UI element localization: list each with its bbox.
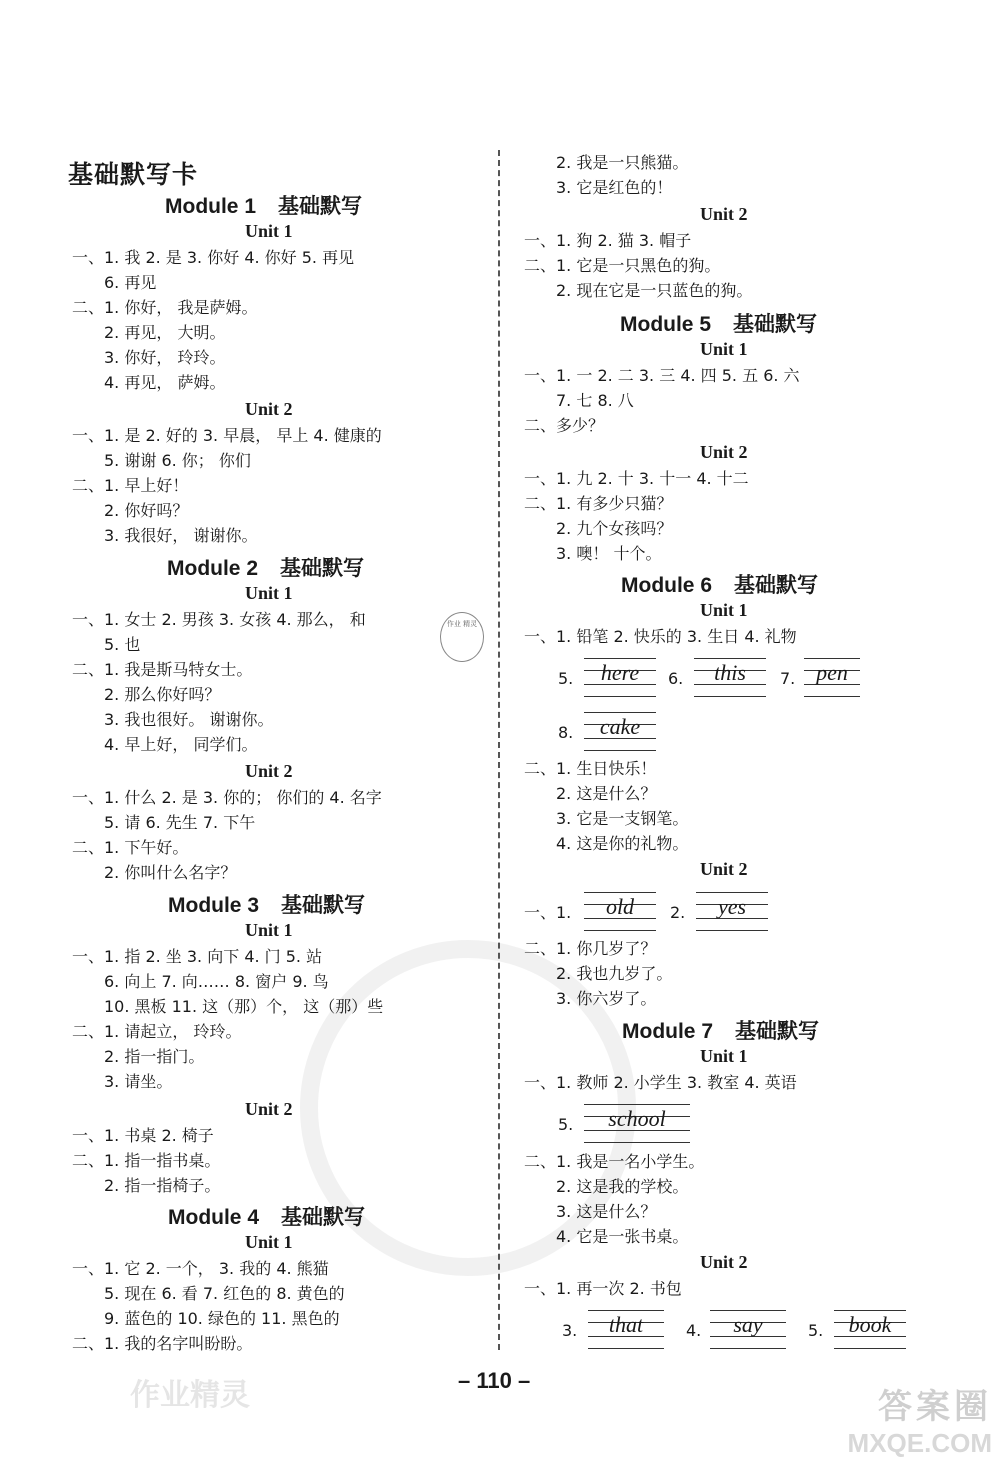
- answer-line: 7. 七 8. 八: [556, 391, 634, 410]
- answer-line: 2. 现在它是一只蓝色的狗。: [556, 281, 753, 300]
- handwritten-answer: school: [608, 1106, 666, 1131]
- item-number: 7.: [780, 669, 796, 688]
- handwritten-answer: pen: [816, 660, 848, 685]
- answer-line: 一、1. 狗 2. 猫 3. 帽子: [524, 231, 692, 250]
- handwriting-box: [584, 710, 656, 748]
- unit-label: Unit 1: [245, 920, 293, 940]
- item-number: 6.: [668, 669, 684, 688]
- answer-line: 5. 谢谢 6. 你； 你们: [104, 451, 251, 470]
- answer-line: 2. 再见， 大明。: [104, 323, 226, 342]
- module-title: Module 3: [168, 894, 260, 917]
- handwriting-box: [804, 656, 860, 694]
- answer-line: 一、1. 什么 2. 是 3. 你的； 你们的 4. 名字: [72, 788, 382, 807]
- answer-line: 6. 再见: [104, 273, 157, 292]
- answer-line: 二、1. 生日快乐！: [524, 759, 657, 778]
- handwriting-box: [710, 1308, 786, 1346]
- answer-line: 10. 黑板 11. 这（那）个， 这（那）些: [104, 997, 384, 1016]
- answer-line: 2. 这是什么？: [556, 784, 657, 803]
- answer-line: 二、1. 我是一名小学生。: [524, 1152, 705, 1171]
- module-subtitle: 基础默写: [281, 1205, 366, 1229]
- module-title: Module 4: [168, 1206, 260, 1229]
- handwriting-box: [588, 1308, 664, 1346]
- answer-line: 一、1. 一 2. 二 3. 三 4. 四 5. 五 6. 六: [524, 366, 800, 385]
- answer-line: 3. 它是红色的！: [556, 178, 673, 197]
- unit-label: Unit 2: [245, 1099, 293, 1119]
- page-title: 基础默写卡: [68, 160, 199, 189]
- answer-line: 2. 九个女孩吗？: [556, 519, 673, 538]
- module-2-heading: [167, 552, 364, 582]
- answer-line: 二、1. 下午好。: [72, 838, 189, 857]
- answer-line: 二、1. 你好， 我是萨姆。: [72, 298, 258, 317]
- answer-line: 二、1. 早上好！: [72, 476, 189, 495]
- answer-line: 一、1. 再一次 2. 书包: [524, 1279, 682, 1298]
- handwritten-answer: cake: [599, 714, 641, 739]
- answer-line: 二、1. 它是一只黑色的狗。: [524, 256, 721, 275]
- answer-line: 4. 早上好， 同学们。: [104, 735, 258, 754]
- handwritten-answer: old: [605, 894, 635, 919]
- module-5-heading: [620, 308, 817, 338]
- answer-line: 3. 这是什么？: [556, 1202, 657, 1221]
- answer-line: 3. 我很好， 谢谢你。: [104, 526, 258, 545]
- unit-label: Unit 2: [245, 399, 293, 419]
- item-number: 4.: [686, 1321, 702, 1340]
- answer-line: 5. 请 6. 先生 7. 下午: [104, 813, 256, 832]
- logo-url: MXQE.COM: [847, 1428, 992, 1458]
- answer-line: 3. 它是一支钢笔。: [556, 809, 689, 828]
- handwritten-answer: say: [733, 1312, 763, 1337]
- answer-line: 2. 你叫什么名字？: [104, 863, 237, 882]
- watermark-text: 作业精灵: [130, 1378, 250, 1413]
- unit-label: Unit 2: [700, 1252, 748, 1272]
- item-number: 8.: [558, 723, 574, 742]
- module-6-heading: [621, 569, 818, 599]
- column-divider: [498, 150, 500, 1350]
- module-4-heading: [168, 1201, 365, 1231]
- unit-label: Unit 2: [700, 859, 748, 879]
- handwriting-box: [696, 890, 768, 928]
- unit-label: Unit 1: [700, 600, 748, 620]
- answer-line: 二、1. 有多少只猫？: [524, 494, 673, 513]
- module-title: Module 5: [620, 313, 712, 336]
- unit-label: Unit 1: [700, 1046, 748, 1066]
- answer-line: 2. 指一指椅子。: [104, 1176, 221, 1195]
- module-title: Module 7: [622, 1020, 714, 1043]
- answer-line: 二、1. 请起立， 玲玲。: [72, 1022, 242, 1041]
- answer-line: 3. 我也很好。 谢谢你。: [104, 710, 274, 729]
- answer-line: 一、1. 教师 2. 小学生 3. 教室 4. 英语: [524, 1073, 797, 1092]
- unit-label: Unit 2: [245, 761, 293, 781]
- module-subtitle: 基础默写: [734, 573, 819, 597]
- module-subtitle: 基础默写: [280, 556, 365, 580]
- unit-label: Unit 1: [700, 339, 748, 359]
- answer-line: 4. 它是一张书桌。: [556, 1227, 689, 1246]
- unit-label: Unit 2: [700, 442, 748, 462]
- answer-line: 2. 我是一只熊猫。: [556, 153, 689, 172]
- handwritten-answer: that: [608, 1312, 644, 1337]
- answer-line: 9. 蓝色的 10. 绿色的 11. 黑色的: [104, 1309, 340, 1328]
- answer-line: 二、多少？: [524, 416, 605, 435]
- handwritten-answer: yes: [717, 894, 747, 919]
- module-1-heading: [165, 190, 362, 220]
- module-7-heading: [622, 1015, 819, 1045]
- answer-line: 二、1. 指一指书桌。: [72, 1151, 221, 1170]
- module-title: Module 6: [621, 574, 713, 597]
- module-3-heading: [168, 889, 365, 919]
- item-number: 3.: [562, 1321, 578, 1340]
- page-number: – 110 –: [458, 1368, 531, 1393]
- item-number: 5.: [558, 1115, 574, 1134]
- answer-line: 二、1. 你几岁了？: [524, 939, 657, 958]
- stamp: 作业 精灵: [440, 612, 484, 662]
- item-number: 5.: [808, 1321, 824, 1340]
- module-subtitle: 基础默写: [733, 312, 818, 336]
- handwriting-box: [694, 656, 766, 694]
- unit-label: Unit 2: [700, 204, 748, 224]
- module-subtitle: 基础默写: [281, 893, 366, 917]
- logo-text: 答案圈: [878, 1387, 992, 1427]
- answer-line: 二、1. 我是斯马特女士。: [72, 660, 253, 679]
- answer-line: 3. 你六岁了。: [556, 989, 657, 1008]
- answer-line: 3. 请坐。: [104, 1072, 173, 1091]
- module-title: Module 1: [165, 195, 257, 218]
- answer-line: 一、1. 我 2. 是 3. 你好 4. 你好 5. 再见: [72, 248, 355, 267]
- answer-line: 6. 向上 7. 向…… 8. 窗户 9. 鸟: [104, 972, 329, 991]
- handwriting-box: [584, 890, 656, 928]
- answer-line: 一、1. 是 2. 好的 3. 早晨， 早上 4. 健康的: [72, 426, 382, 445]
- item-number: 2.: [670, 903, 686, 922]
- answer-line: 一、1. 女士 2. 男孩 3. 女孩 4. 那么， 和: [72, 610, 366, 629]
- answer-line: 二、1. 我的名字叫盼盼。: [72, 1334, 253, 1353]
- answer-line: 一、1. 书桌 2. 椅子: [72, 1126, 214, 1145]
- answer-line: 4. 再见， 萨姆。: [104, 373, 226, 392]
- answer-line: 5. 现在 6. 看 7. 红色的 8. 黄色的: [104, 1284, 345, 1303]
- answer-line: 一、1. 铅笔 2. 快乐的 3. 生日 4. 礼物: [524, 627, 797, 646]
- answer-line: 一、1. 它 2. 一个， 3. 我的 4. 熊猫: [72, 1259, 329, 1278]
- answer-line: 3. 噢！ 十个。: [556, 544, 662, 563]
- item-number: 5.: [558, 669, 574, 688]
- handwriting-box: [834, 1308, 906, 1346]
- answer-line: 2. 你好吗？: [104, 501, 189, 520]
- module-subtitle: 基础默写: [735, 1019, 820, 1043]
- answer-line: 2. 那么你好吗？: [104, 685, 221, 704]
- answer-line: 一、1. 指 2. 坐 3. 向下 4. 门 5. 站: [72, 947, 323, 966]
- answer-line: 3. 你好， 玲玲。: [104, 348, 226, 367]
- handwritten-answer: book: [848, 1312, 892, 1337]
- site-logo: [848, 1379, 992, 1459]
- handwriting-box: [584, 1102, 690, 1140]
- answer-line: 2. 指一指门。: [104, 1047, 205, 1066]
- handwritten-answer: this: [714, 660, 746, 685]
- handwritten-answer: here: [600, 660, 640, 685]
- answer-line: 5. 也: [104, 635, 141, 654]
- answer-line: 2. 这是我的学校。: [556, 1177, 689, 1196]
- unit-label: Unit 1: [245, 1232, 293, 1252]
- item-number: 一、1.: [524, 903, 572, 922]
- module-title: Module 2: [167, 557, 259, 580]
- unit-label: Unit 1: [245, 221, 293, 241]
- answer-line: 2. 我也九岁了。: [556, 964, 673, 983]
- answer-line: 一、1. 九 2. 十 3. 十一 4. 十二: [524, 469, 749, 488]
- module-subtitle: 基础默写: [278, 194, 363, 218]
- answer-line: 4. 这是你的礼物。: [556, 834, 689, 853]
- unit-label: Unit 1: [245, 583, 293, 603]
- handwriting-box: [584, 656, 656, 694]
